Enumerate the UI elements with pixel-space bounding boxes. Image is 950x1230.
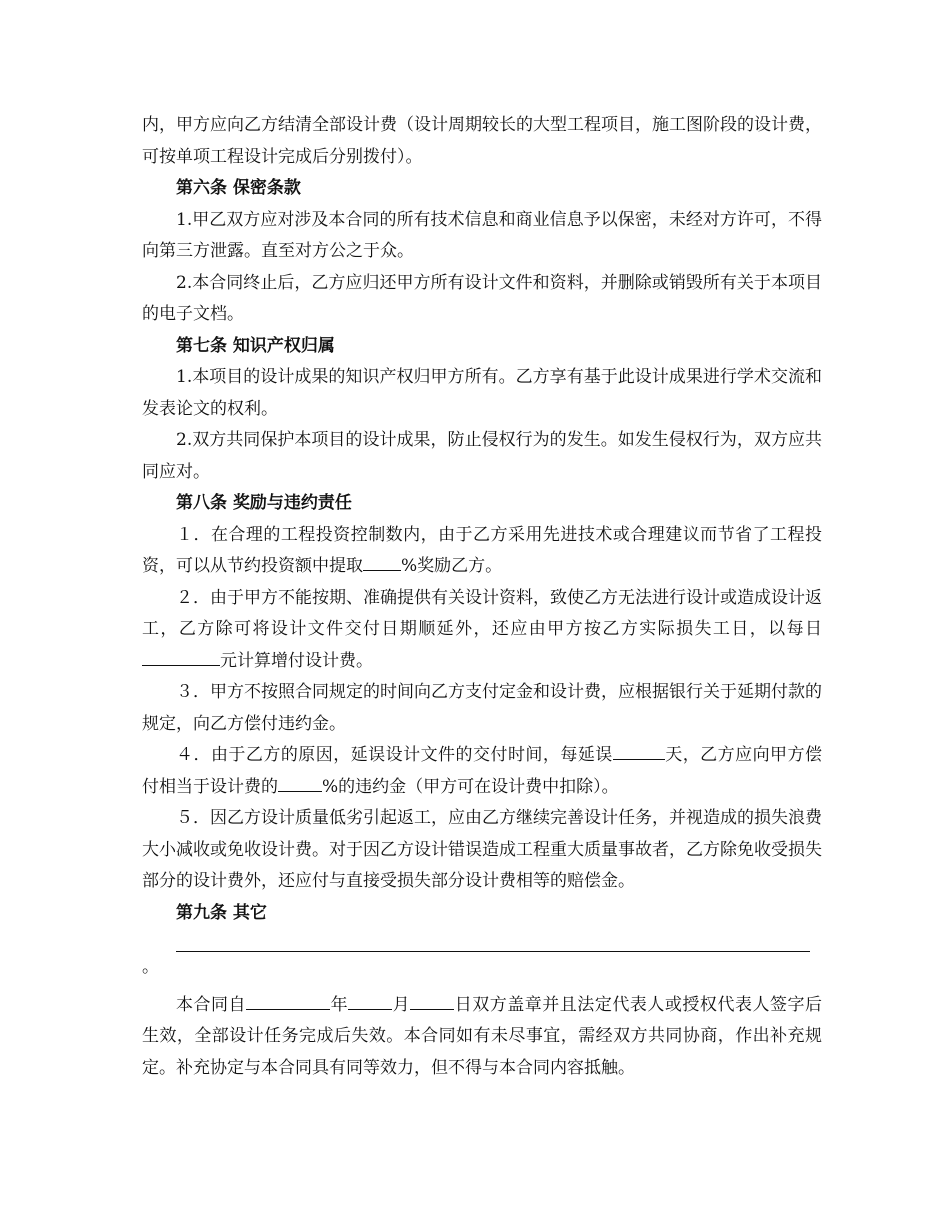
month-blank xyxy=(348,991,392,1010)
clause-text: 本合同自 xyxy=(176,994,247,1015)
article-7-clause-1: 1.本项目的设计成果的知识产权归甲方所有。乙方享有基于此设计成果进行学术交流和发表论文的权利。 xyxy=(142,367,822,419)
clause-text: 天，乙方应向甲方偿付相当于设计费的 xyxy=(142,745,823,797)
reward-percent-blank xyxy=(363,552,401,571)
day-blank xyxy=(410,991,454,1010)
article-6-heading: 第六条 保密条款 xyxy=(176,178,301,198)
clause-text: 元计算增付设计费。 xyxy=(220,650,373,671)
delay-days-blank xyxy=(613,741,665,760)
clause-text: １．在合理的工程投资控制数内，由于乙方采用先进技术或合理建议而节省了工程投资，可以从节约投资额中提取 xyxy=(142,524,822,576)
article-8-clause-2 xyxy=(142,583,822,678)
article-9-heading: 第九条 其它 xyxy=(176,902,267,923)
penalty-percent-blank xyxy=(278,773,322,792)
clause-text: 日双方盖章并且法定代表人或授权代表人签字后生效，全部设计任务完成后失效。本合同如有未尽事宜，需经双方共同协商，作出补充规定。补充协定与本合同具有同等效力，但不得与本合同内容抵触。 xyxy=(142,994,823,1078)
clause-text: %奖励乙方。 xyxy=(401,556,503,576)
article-7-clause-2: 2.双方共同保护本项目的设计成果，防止侵权行为的发生。如发生侵权行为，双方应共同应对。 xyxy=(142,430,822,482)
intro-paragraph: 内，甲方应向乙方结清全部设计费（设计周期较长的大型工程项目，施工图阶段的设计费，可按单项工程设计完成后分别拨付）。 xyxy=(142,115,822,167)
article-8-clause-4 xyxy=(142,740,822,803)
year-blank xyxy=(246,991,330,1010)
clause-text: 年 xyxy=(330,994,349,1015)
article-8-clause-1 xyxy=(142,520,822,583)
article-6-clause-2: 2.本合同终止后，乙方应归还甲方所有设计文件和资料，并删除或销毁所有关于本项目的电子文档。 xyxy=(142,272,822,324)
article-6-clause-1: 1.甲乙双方应对涉及本合同的所有技术信息和商业信息予以保密，未经对方许可，不得向第三方泄露。直至对方公之于众。 xyxy=(142,209,822,261)
daily-amount-blank xyxy=(142,647,220,666)
other-terms-end-mark: 。 xyxy=(142,957,159,977)
contract-body xyxy=(142,110,822,1084)
article-8-heading: 第八条 奖励与违约责任 xyxy=(176,493,352,513)
clause-text: %的违约金（甲方可在设计费中扣除）。 xyxy=(322,776,619,797)
clause-text: ２．由于甲方不能按期、准确提供有关设计资料，致使乙方无法进行设计或造成设计返工，乙方除可将设计文件交付日期顺延外，还应由甲方按乙方实际损失工日，以每日 xyxy=(142,587,822,639)
clause-text: 月 xyxy=(392,994,411,1015)
clause-text: ４．由于乙方的原因，延误设计文件的交付时间，每延误 xyxy=(176,745,613,765)
article-7-heading: 第七条 知识产权归属 xyxy=(176,335,335,356)
closing-paragraph xyxy=(142,990,822,1085)
article-8-clause-5: ５．因乙方设计质量低劣引起返工，应由乙方继续完善设计任务，并视造成的损失浪费大小减收或免收设计费。对于因乙方设计错误造成工程重大质量事故者，乙方除免收受损失部分的设计费外，还应付与直接受损失部分设计费相等的赔偿金。 xyxy=(142,808,822,891)
article-8-clause-3: ３．甲方不按照合同规定的时间向乙方支付定金和设计费，应根据银行关于延期付款的规定，向乙方偿付违约金。 xyxy=(142,682,822,734)
other-terms-blank-line xyxy=(176,929,810,952)
